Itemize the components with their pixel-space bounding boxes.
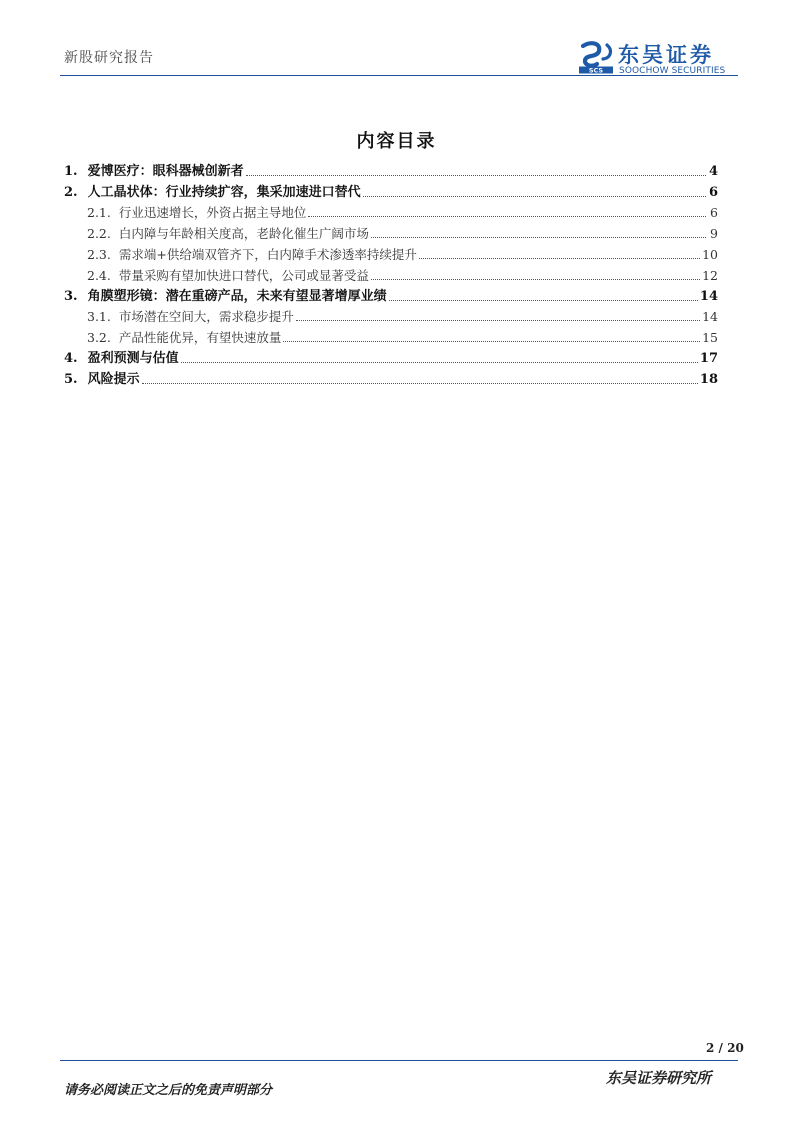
institute-name: 东吴证券研究所 [606,1069,712,1087]
company-logo [577,40,739,76]
toc-leader-dots [246,175,706,176]
toc-entry-number: 4. [64,350,78,366]
toc-entry[interactable] [64,242,718,263]
toc-entry[interactable] [64,221,718,242]
toc-entry-title: 盈利预测与估值 [87,350,179,366]
toc-leader-dots [371,279,700,280]
toc-entry-title: 需求端+供给端双管齐下，白内障手术渗透率持续提升 [118,246,417,262]
toc-entry-page: 6 [710,205,718,221]
toc-entry-title: 产品性能优异，有望快速放量 [118,330,282,346]
toc-entry-number: 2.2. [87,226,111,242]
toc-entry[interactable] [64,367,718,388]
toc-entry-page: 12 [702,267,718,283]
toc-entry-title: 人工晶状体：行业持续扩容，集采加速进口替代 [87,184,361,200]
toc-entry[interactable] [64,263,718,284]
toc-entry-number: 1. [64,163,78,179]
logo-mark-icon [577,41,615,74]
toc-entry-number: 2. [64,184,78,200]
toc-entry-number: 2.1. [87,205,111,221]
toc-leader-dots [389,300,698,301]
toc-entry-page: 10 [702,246,718,262]
logo-chinese-name: 东吴证券 [618,43,714,67]
toc-leader-dots [419,258,700,259]
logo-mark-text: SCS [588,66,604,74]
toc-entry-page: 18 [699,371,718,387]
toc-entry[interactable] [64,284,718,305]
toc-entry-title: 市场潜在空间大，需求稳步提升 [118,309,294,325]
toc-entry-title: 爱博医疗：眼科器械创新者 [87,163,244,179]
toc-leader-dots [308,216,706,217]
toc-entry-number: 3. [64,288,78,304]
logo-english-name: SOOCHOW SECURITIES [619,66,726,76]
toc-entry-number: 2.4. [87,267,111,283]
footer-divider [60,1060,738,1061]
toc-leader-dots [283,341,700,342]
toc-entry-title: 风险提示 [87,371,140,387]
toc-leader-dots [181,362,698,363]
toc-entry-page: 9 [710,226,718,242]
toc-entry-page: 6 [708,184,718,200]
toc-entry-title: 行业迅速增长，外资占据主导地位 [118,205,307,221]
toc-title: 内容目录 [356,131,437,152]
toc-entry-title: 白内障与年龄相关度高，老龄化催生广阔市场 [118,226,369,242]
report-type-label: 新股研究报告 [64,50,154,66]
table-of-contents [64,159,718,388]
toc-entry[interactable] [64,325,718,346]
toc-entry-page: 15 [702,330,718,346]
toc-entry-page: 4 [708,163,718,179]
toc-leader-dots [296,320,700,321]
toc-leader-dots [371,237,706,238]
toc-entry[interactable] [64,159,718,180]
toc-entry-page: 17 [699,350,718,366]
toc-entry-number: 5. [64,371,78,387]
toc-leader-dots [142,383,698,384]
toc-entry[interactable] [64,180,718,201]
toc-entry[interactable] [64,201,718,222]
toc-entry-page: 14 [702,309,718,325]
toc-entry-number: 2.3. [87,246,111,262]
toc-entry-title: 带量采购有望加快进口替代，公司或显著受益 [118,267,369,283]
toc-entry[interactable] [64,346,718,367]
toc-entry[interactable] [64,305,718,326]
toc-entry-title: 角膜塑形镜：潜在重磅产品，未来有望显著增厚业绩 [87,288,387,304]
toc-entry-number: 3.2. [87,330,111,346]
disclaimer-note: 请务必阅读正文之后的免责声明部分 [64,1083,273,1098]
toc-entry-number: 3.1. [87,309,111,325]
toc-leader-dots [363,196,706,197]
page-indicator: 2 / 20 [706,1041,744,1055]
toc-entry-page: 14 [699,288,718,304]
header-divider [60,75,738,76]
